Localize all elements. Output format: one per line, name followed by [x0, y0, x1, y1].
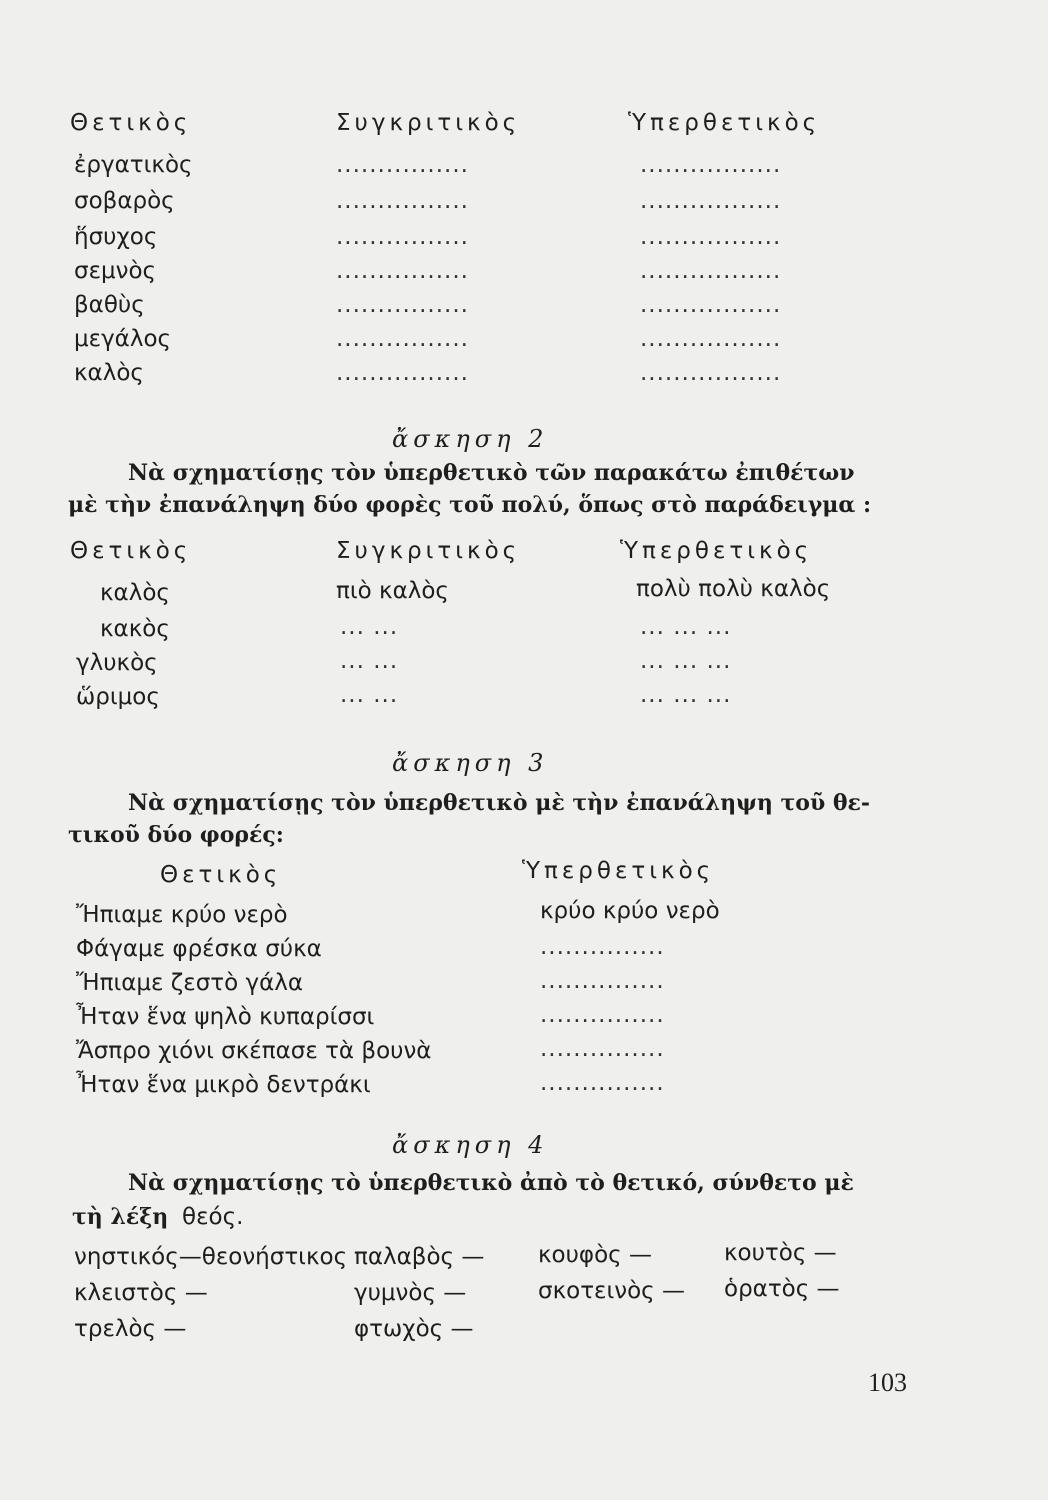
- ex2-blank-superlative: ... ... ...: [640, 682, 732, 708]
- blank-comparative: ................: [336, 152, 469, 178]
- ex2-header-superlative: Ὑπερθετικὸς: [620, 538, 813, 564]
- ex2-blank-comparative: ... ...: [340, 648, 399, 674]
- blank-superlative: .................: [640, 224, 782, 250]
- adjective-3: ἥσυχος: [74, 224, 158, 250]
- ex3-header-superlative: Ὑπερθετικὸς: [522, 858, 715, 884]
- adjective-1: ἐργατικὸς: [74, 152, 193, 178]
- ex2-header-positive: Θετικὸς: [70, 538, 192, 564]
- ex3-sentence-3: Ἤπιαμε ζεστὸ γάλα: [76, 970, 304, 996]
- ex4-word: παλαβὸς —: [354, 1244, 485, 1270]
- blank-comparative: ................: [336, 292, 469, 318]
- exercise-3-title: ἄσκηση 3: [392, 749, 549, 777]
- adjective-5: βαθὺς: [74, 292, 145, 318]
- ex3-answer-2: ...............: [540, 934, 665, 960]
- exercise-3-instruction-line-1: Νὰ σχηματίσῃς τὸν ὑπερθετικὸ μὲ τὴν ἐπανάληψη τοῦ θε-: [128, 790, 871, 816]
- ex3-sentence-6: Ἦταν ἕνα μικρὸ δεντράκι: [76, 1072, 371, 1098]
- exercise-4-instruction-line-2a: τὴ λέξη: [72, 1204, 169, 1230]
- ex4-word: κουτὸς —: [724, 1240, 837, 1266]
- exercise-2-title: ἄσκηση 2: [392, 425, 549, 453]
- ex4-word: ὁρατὸς —: [724, 1276, 840, 1302]
- exercise-4-instruction-line-2b: θεός.: [182, 1204, 244, 1230]
- ex4-word: νηστικός—θεονήστικος: [74, 1244, 348, 1270]
- blank-superlative: .................: [640, 152, 782, 178]
- blank-superlative: .................: [640, 326, 782, 352]
- ex3-answer-6: ...............: [540, 1070, 665, 1096]
- ex3-sentence-2: Φάγαμε φρέσκα σύκα: [76, 936, 322, 962]
- adjective-4: σεμνὸς: [74, 258, 157, 284]
- blank-comparative: ................: [336, 188, 469, 214]
- ex2-adjective-3: ὥριμος: [76, 684, 160, 710]
- ex3-sentence-4: Ἦταν ἕνα ψηλὸ κυπαρίσσι: [76, 1004, 375, 1030]
- ex4-word: κλειστὸς —: [74, 1280, 208, 1306]
- blank-comparative: ................: [336, 258, 469, 284]
- ex2-example-positive: καλὸς: [100, 580, 170, 606]
- ex3-answer-3: ...............: [540, 968, 665, 994]
- header-comparative: Συγκριτικὸς: [336, 110, 521, 136]
- ex2-adjective-2: γλυκὸς: [76, 650, 158, 676]
- adjective-7: καλὸς: [74, 360, 144, 386]
- ex4-word: κουφὸς —: [538, 1242, 652, 1268]
- blank-comparative: ................: [336, 326, 469, 352]
- blank-superlative: .................: [640, 292, 782, 318]
- adjective-6: μεγάλος: [74, 326, 172, 352]
- ex2-header-comparative: Συγκριτικὸς: [336, 538, 521, 564]
- ex3-sentence-5: Ἄσπρο χιόνι σκέπασε τὰ βουνὰ: [76, 1038, 432, 1064]
- page-number: 103: [868, 1368, 907, 1397]
- ex2-blank-superlative: ... ... ...: [640, 614, 732, 640]
- ex2-example-comparative: πιὸ καλὸς: [336, 578, 449, 604]
- ex4-word: σκοτεινὸς —: [538, 1278, 685, 1304]
- ex3-answer-4: ...............: [540, 1002, 665, 1028]
- ex3-sentence-1: Ἤπιαμε κρύο νερὸ: [76, 902, 288, 928]
- ex3-answer-1: κρύο κρύο νερὸ: [540, 898, 720, 924]
- ex4-word: φτωχὸς —: [354, 1316, 474, 1342]
- ex4-word: γυμνὸς —: [354, 1280, 467, 1306]
- blank-superlative: .................: [640, 188, 782, 214]
- blank-superlative: .................: [640, 258, 782, 284]
- ex2-blank-comparative: ... ...: [340, 614, 399, 640]
- ex3-header-positive: Θετικὸς: [160, 862, 282, 888]
- header-superlative: Ὑπερθετικὸς: [628, 110, 821, 136]
- ex2-example-superlative: πολὺ πολὺ καλὸς: [636, 576, 831, 602]
- blank-comparative: ................: [336, 224, 469, 250]
- ex4-word: τρελὸς —: [74, 1316, 187, 1342]
- ex2-blank-superlative: ... ... ...: [640, 648, 732, 674]
- adjective-2: σοβαρὸς: [74, 188, 175, 214]
- header-positive: Θετικὸς: [70, 110, 192, 136]
- ex2-blank-comparative: ... ...: [340, 682, 399, 708]
- exercise-4-instruction-line-1: Νὰ σχηματίσῃς τὸ ὑπερθετικὸ ἀπὸ τὸ θετικό, σύνθετο μὲ: [128, 1170, 854, 1196]
- blank-comparative: ................: [336, 360, 469, 386]
- ex3-answer-5: ...............: [540, 1036, 665, 1062]
- exercise-3-instruction-line-2: τικοῦ δύο φορές:: [68, 822, 284, 848]
- blank-superlative: .................: [640, 360, 782, 386]
- exercise-4-title: ἄσκηση 4: [392, 1131, 549, 1159]
- exercise-2-instruction-line-2: μὲ τὴν ἐπανάληψη δύο φορὲς τοῦ πολύ, ὅπως στὸ παράδειγμα :: [68, 492, 872, 518]
- ex2-adjective-1: κακὸς: [100, 616, 170, 642]
- exercise-2-instruction-line-1: Νὰ σχηματίσῃς τὸν ὑπερθετικὸ τῶν παρακάτω ἐπιθέτων: [128, 460, 855, 486]
